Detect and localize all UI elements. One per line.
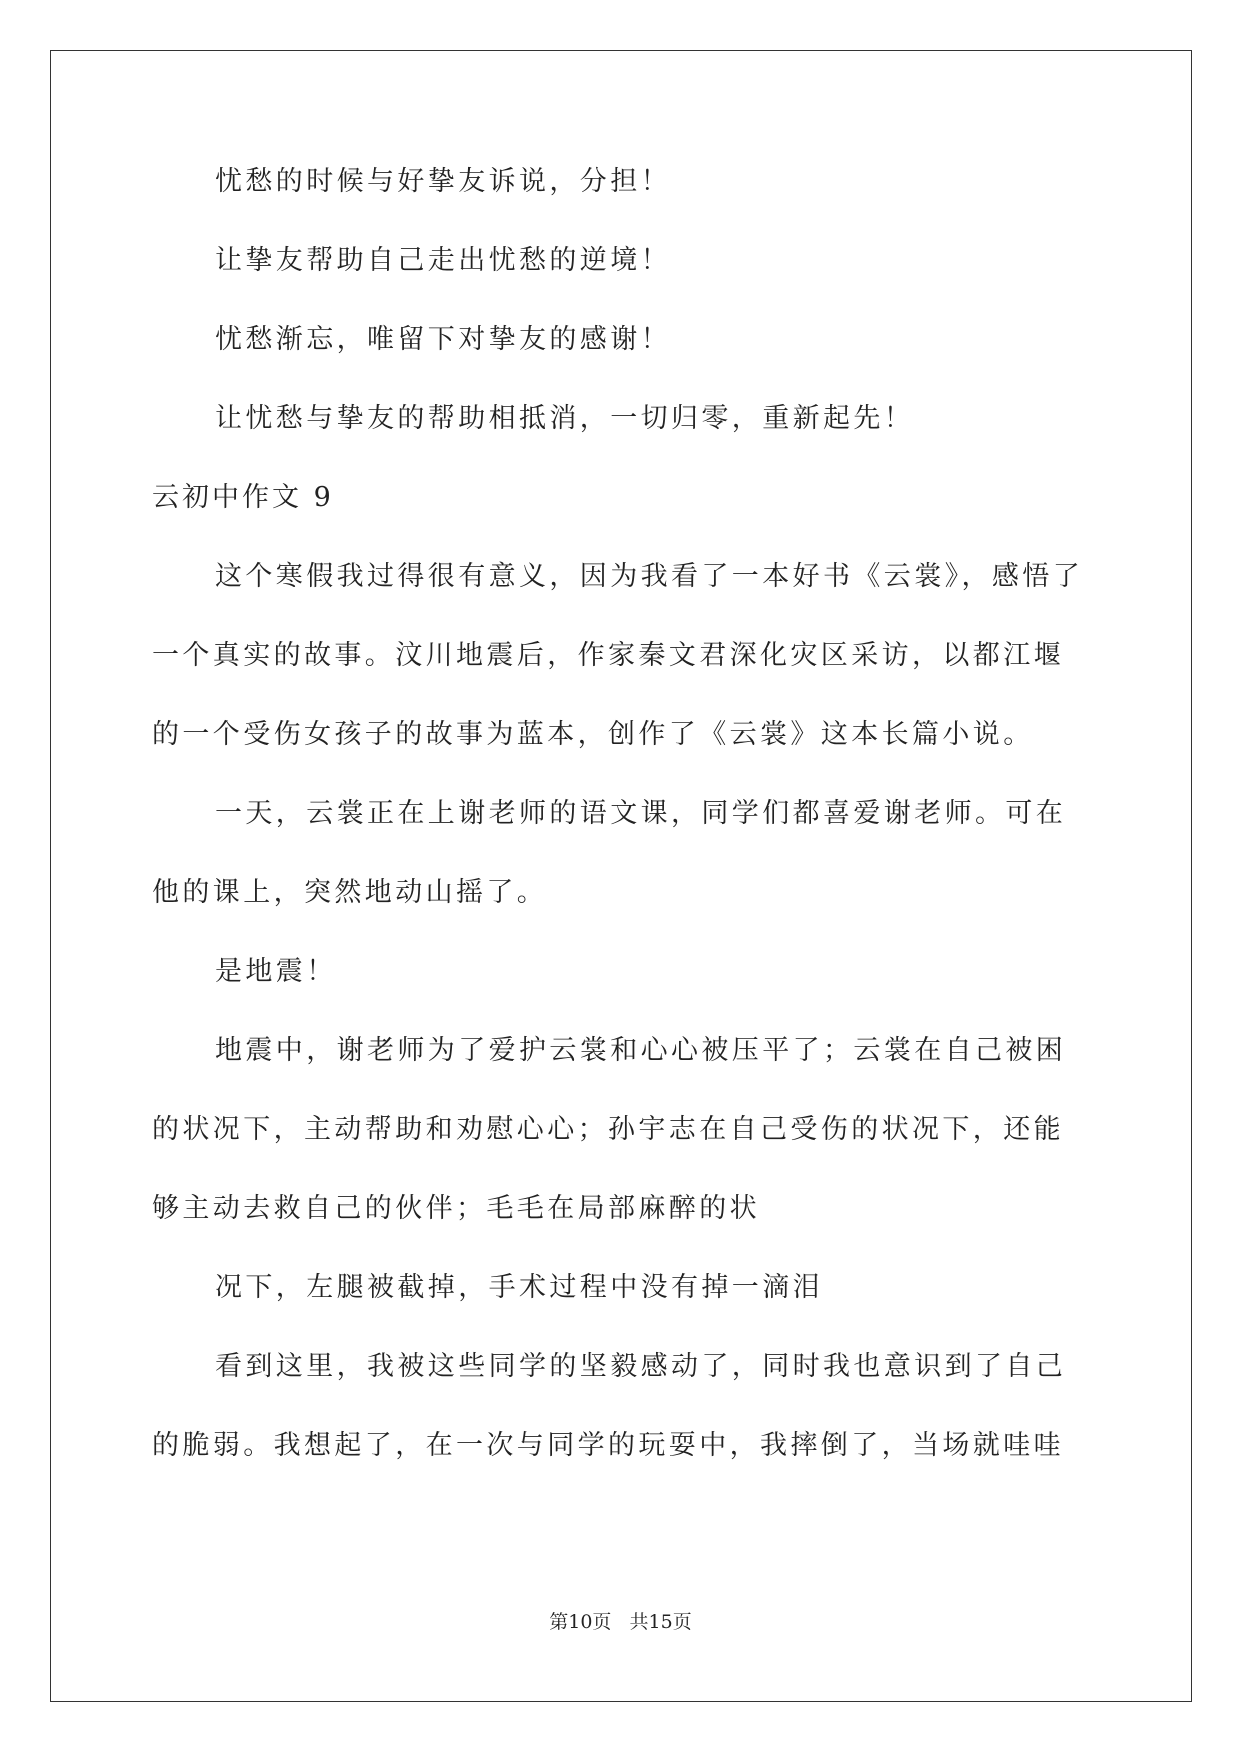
paragraph-line: 的一个受伤女孩子的故事为蓝本，创作了《云裳》这本长篇小说。 [152, 719, 1034, 750]
paragraph-line: 的状况下，主动帮助和劝慰心心；孙宇志在自己受伤的状况下，还能 [152, 1114, 1064, 1145]
section-heading: 云初中作文 9 [152, 482, 334, 513]
paragraph-line: 是地震！ [215, 956, 337, 987]
paragraph-line: 让忧愁与挚友的帮助相抵消，一切归零，重新起先！ [215, 403, 915, 434]
paragraph-line: 的脆弱。我想起了，在一次与同学的玩耍中，我摔倒了，当场就哇哇 [152, 1430, 1064, 1461]
paragraph-line: 忧愁的时候与好挚友诉说，分担！ [215, 166, 671, 197]
paragraph-line: 忧愁渐忘，唯留下对挚友的感谢！ [215, 324, 671, 355]
paragraph-line: 看到这里，我被这些同学的坚毅感动了，同时我也意识到了自己 [215, 1351, 1067, 1382]
page-footer [0, 1607, 1241, 1634]
page-number: 第10页 共15页 [549, 1611, 692, 1633]
paragraph-line: 况下，左腿被截掉，手术过程中没有掉一滴泪 [215, 1272, 823, 1303]
paragraph-line: 这个寒假我过得很有意义，因为我看了一本好书《云裳》，感悟了 [215, 561, 1084, 592]
paragraph-line: 一个真实的故事。汶川地震后，作家秦文君深化灾区采访，以都江堰 [152, 640, 1064, 671]
paragraph-line: 够主动去救自己的伙伴；毛毛在局部麻醉的状 [152, 1193, 760, 1224]
paragraph-line: 地震中，谢老师为了爱护云裳和心心被压平了；云裳在自己被困 [215, 1035, 1067, 1066]
paragraph-line: 他的课上，突然地动山摇了。 [152, 877, 548, 908]
paragraph-line: 让挚友帮助自己走出忧愁的逆境！ [215, 245, 671, 276]
paragraph-line: 一天，云裳正在上谢老师的语文课，同学们都喜爱谢老师。可在 [215, 798, 1067, 829]
document-body [152, 162, 1090, 1505]
